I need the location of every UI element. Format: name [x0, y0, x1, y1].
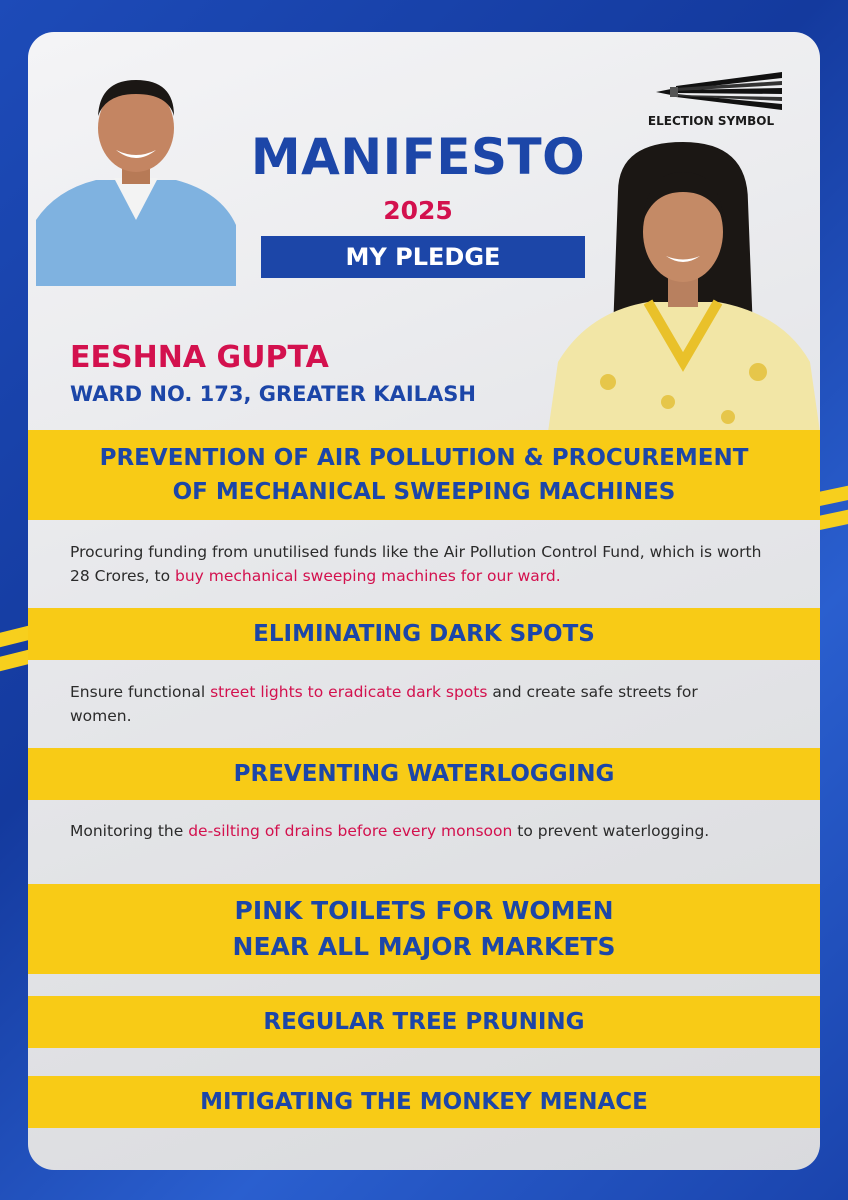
- pledge-title-air-pollution: [28, 430, 820, 520]
- pledge-title-line: MITIGATING THE MONKEY MENACE: [200, 1089, 648, 1115]
- manifesto-year: 2025: [383, 196, 453, 225]
- desc-highlight: buy mechanical sweeping machines for our ward.: [174, 567, 561, 585]
- pledge-title-line: PREVENTING WATERLOGGING: [233, 761, 615, 787]
- pledge-title-line: OF MECHANICAL SWEEPING MACHINES: [172, 479, 676, 505]
- pledge-title-line: NEAR ALL MAJOR MARKETS: [232, 932, 616, 961]
- portrait-man: [36, 50, 236, 286]
- desc-text: to prevent waterlogging.: [512, 822, 710, 840]
- desc-text: and create safe streets for women.: [70, 683, 698, 725]
- portrait-man-illustration: [36, 50, 236, 286]
- desc-text: Procuring funding from unutilised funds like the Air Pollution Control Fund, which is worth 28 Crores, to: [70, 543, 762, 585]
- background-stripe: [817, 508, 848, 530]
- manifesto-card: [28, 32, 820, 1170]
- desc-highlight: de-silting of drains before every monsoon: [188, 822, 513, 840]
- background-stripe: [817, 484, 848, 506]
- candidate-name: EESHNA GUPTA: [70, 340, 329, 375]
- desc-highlight: street lights to eradicate dark spots: [210, 683, 488, 701]
- election-symbol-label: ELECTION SYMBOL: [647, 114, 775, 128]
- pledge-title-line: REGULAR TREE PRUNING: [263, 1009, 585, 1035]
- pledge-title-tree-pruning: [28, 996, 820, 1048]
- desc-text: Monitoring the: [70, 822, 189, 840]
- candidate-ward: WARD NO. 173, GREATER KAILASH: [70, 382, 476, 406]
- desc-text: Ensure functional: [70, 683, 211, 701]
- pledge-title-line: PINK TOILETS FOR WOMEN: [234, 896, 614, 925]
- pledge-title-line: PREVENTION OF AIR POLLUTION & PROCUREMENT: [99, 445, 749, 471]
- pledge-title-dark-spots: [28, 608, 820, 660]
- pledge-title-pink-toilets: [28, 884, 820, 974]
- pledge-description-waterlogging: [70, 819, 762, 843]
- broom-icon: [636, 66, 786, 114]
- page-title: MANIFESTO: [250, 128, 586, 186]
- pledge-title-line: ELIMINATING DARK SPOTS: [253, 621, 595, 647]
- pledge-title-monkey-menace: [28, 1076, 820, 1128]
- pledge-title-waterlogging: [28, 748, 820, 800]
- election-symbol: [636, 66, 786, 128]
- pledge-description-dark-spots: [70, 680, 762, 728]
- pledge-banner: MY PLEDGE: [261, 236, 585, 278]
- pledge-description-air-pollution: [70, 540, 762, 588]
